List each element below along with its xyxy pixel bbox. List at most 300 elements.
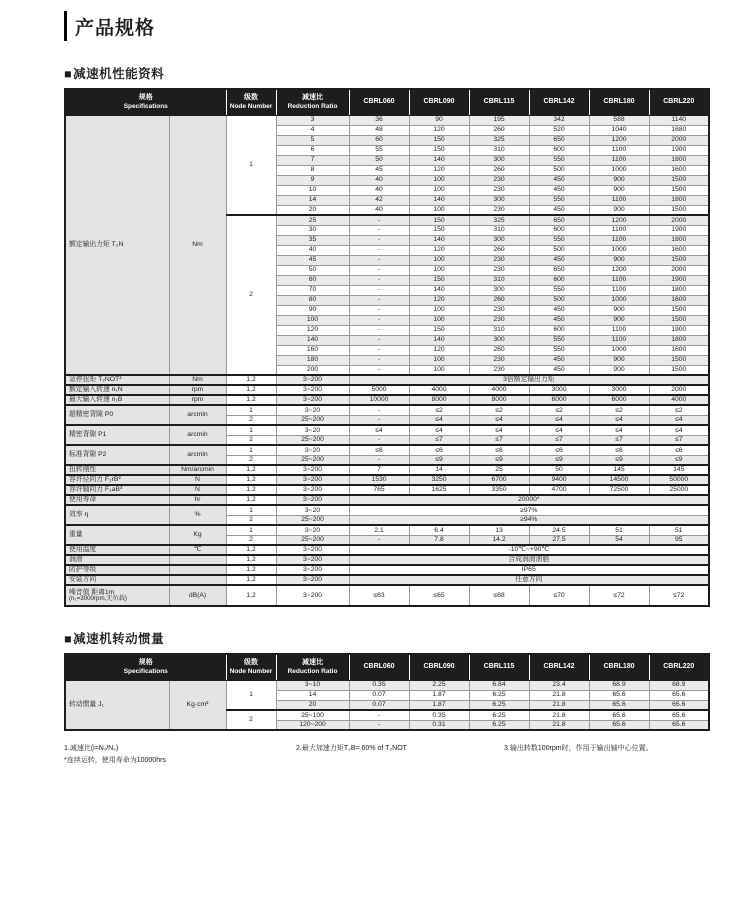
table-row	[65, 465, 709, 475]
table-row	[65, 495, 709, 505]
value-cell: ≤4	[649, 425, 709, 435]
value-cell: 230	[469, 205, 529, 215]
ratio-cell: 7	[276, 155, 349, 165]
header-row	[65, 654, 709, 680]
span-value-cell: 20000*	[349, 495, 709, 505]
value-cell: 60	[349, 135, 409, 145]
performance-table	[64, 88, 710, 607]
ratio-cell: 30	[276, 225, 349, 235]
ratio-cell: 25~200	[276, 455, 349, 465]
value-cell: 1000	[589, 295, 649, 305]
node-cell: 2	[226, 415, 276, 425]
node-cell: 1	[226, 680, 276, 710]
value-cell: 7.8	[409, 535, 469, 545]
spec-header	[65, 654, 226, 680]
value-cell: 1500	[649, 315, 709, 325]
value-cell: 260	[469, 125, 529, 135]
ratio-cell: 6	[276, 145, 349, 155]
value-cell: 1.87	[409, 690, 469, 700]
span-value-cell: IP65	[349, 565, 709, 575]
value-cell: 900	[589, 365, 649, 375]
unit-cell: Nm	[169, 375, 226, 385]
value-cell: 100	[409, 205, 469, 215]
spec-label-cell: 额定输出力矩 T₂N	[65, 115, 169, 375]
spec-header-zh: 规格	[138, 658, 153, 666]
value-cell: ≤4	[529, 415, 589, 425]
footnote-column-1	[64, 743, 296, 767]
value-cell: ≤2	[649, 405, 709, 415]
node-cell: 1,2	[226, 585, 276, 606]
value-cell: ≤6	[589, 445, 649, 455]
unit-cell: Kg	[169, 525, 226, 545]
value-cell: 900	[589, 175, 649, 185]
value-cell: 2.25	[409, 680, 469, 690]
spec-label-cell: 精密背隙 P1	[65, 425, 169, 445]
value-cell: 300	[469, 235, 529, 245]
value-cell: 9400	[529, 475, 589, 485]
value-cell: 65.6	[649, 700, 709, 710]
value-cell: 550	[529, 235, 589, 245]
inertia-table	[64, 653, 710, 731]
ratio-cell: 60	[276, 275, 349, 285]
value-cell: -	[349, 455, 409, 465]
table-row	[65, 475, 709, 485]
spec-label-cell: 润滑	[65, 555, 169, 565]
value-cell: 21.8	[529, 710, 589, 720]
table-row	[65, 405, 709, 415]
value-cell: -	[349, 215, 409, 225]
value-cell: 300	[469, 335, 529, 345]
ratio-cell: 70	[276, 285, 349, 295]
node-header-zh: 级数	[244, 93, 259, 101]
model-header-CBRL115: CBRL115	[469, 89, 529, 115]
value-cell: 325	[469, 135, 529, 145]
value-cell: ≤68	[469, 585, 529, 606]
value-cell: 1500	[649, 355, 709, 365]
value-cell: 650	[529, 265, 589, 275]
ratio-cell: 120	[276, 325, 349, 335]
table-row	[65, 445, 709, 455]
section-inertia-title: 减速机转动惯量	[73, 632, 165, 646]
value-cell: ≤4	[589, 425, 649, 435]
value-cell: 0.35	[349, 680, 409, 690]
value-cell: 65.6	[589, 700, 649, 710]
value-cell: 230	[469, 265, 529, 275]
ratio-cell: 25~200	[276, 515, 349, 525]
value-cell: 450	[529, 185, 589, 195]
value-cell: 1900	[649, 325, 709, 335]
value-cell: ≤9	[589, 455, 649, 465]
ratio-cell: 14	[276, 690, 349, 700]
value-cell: 100	[409, 365, 469, 375]
value-cell: 900	[589, 185, 649, 195]
value-cell: 1500	[649, 305, 709, 315]
span-value-cell: 3倍额定输出力矩	[349, 375, 709, 385]
value-cell: -	[349, 335, 409, 345]
unit-cell: dB(A)	[169, 585, 226, 606]
ratio-cell: 100	[276, 315, 349, 325]
spec-label-cell: 安装方向	[65, 575, 169, 585]
unit-cell: Nm/arcmin	[169, 465, 226, 475]
unit-cell: Nm	[169, 115, 226, 375]
value-cell: ≤6	[409, 445, 469, 455]
ratio-cell: 40	[276, 245, 349, 255]
ratio-cell: 120~200	[276, 720, 349, 730]
node-cell: 1	[226, 405, 276, 415]
value-cell: ≤70	[529, 585, 589, 606]
value-cell: ≤4	[409, 415, 469, 425]
value-cell: 4000	[409, 385, 469, 395]
value-cell: ≤9	[649, 455, 709, 465]
value-cell: 100	[409, 355, 469, 365]
ratio-cell: 25~200	[276, 415, 349, 425]
unit-cell	[169, 565, 226, 575]
value-cell: ≤4	[529, 425, 589, 435]
value-cell: 50	[349, 155, 409, 165]
ratio-cell: 3~200	[276, 375, 349, 385]
model-header-CBRL180: CBRL180	[589, 654, 649, 680]
value-cell: -	[349, 225, 409, 235]
spec-label-cell: 标准背隙 P2	[65, 445, 169, 465]
ratio-cell: 25~100	[276, 710, 349, 720]
value-cell: 7	[349, 465, 409, 475]
value-cell: -	[349, 295, 409, 305]
ratio-cell: 20	[276, 205, 349, 215]
node-cell: 1	[226, 425, 276, 435]
spec-label-line2: (n₁=3000rpm,无负载)	[69, 594, 127, 602]
ratio-cell: 10	[276, 185, 349, 195]
value-cell: 6.25	[469, 720, 529, 730]
value-cell: -	[349, 405, 409, 415]
value-cell: 100	[409, 185, 469, 195]
footnotes	[64, 743, 712, 767]
value-cell: 40	[349, 205, 409, 215]
value-cell: 36	[349, 115, 409, 125]
value-cell: 120	[409, 125, 469, 135]
model-header-CBRL090: CBRL090	[409, 654, 469, 680]
value-cell: 140	[409, 155, 469, 165]
unit-cell: hr	[169, 495, 226, 505]
table-row	[65, 385, 709, 395]
ratio-cell: 35	[276, 235, 349, 245]
ratio-header-zh: 减速比	[302, 93, 324, 101]
ratio-cell: 20	[276, 700, 349, 710]
value-cell: 4000	[649, 395, 709, 405]
table-row	[65, 565, 709, 575]
value-cell: 550	[529, 345, 589, 355]
table-row	[65, 485, 709, 495]
value-cell: 195	[469, 115, 529, 125]
value-cell: 1800	[649, 285, 709, 295]
value-cell: -	[349, 305, 409, 315]
node-cell: 1	[226, 115, 276, 215]
value-cell: 520	[529, 125, 589, 135]
value-cell: 65.6	[589, 710, 649, 720]
value-cell: -	[349, 255, 409, 265]
value-cell: 6000	[529, 395, 589, 405]
spec-label-cell: 额定输入转速 n₁N	[65, 385, 169, 395]
value-cell: 1000	[589, 345, 649, 355]
node-cell: 1,2	[226, 395, 276, 405]
table-row	[65, 425, 709, 435]
value-cell: ≤72	[589, 585, 649, 606]
table-row	[65, 575, 709, 585]
value-cell: 42	[349, 195, 409, 205]
value-cell: 600	[529, 325, 589, 335]
model-header-CBRL180: CBRL180	[589, 89, 649, 115]
value-cell: 1100	[589, 235, 649, 245]
node-cell: 1,2	[226, 565, 276, 575]
value-cell: 765	[349, 485, 409, 495]
value-cell: 100	[409, 255, 469, 265]
value-cell: 1900	[649, 145, 709, 155]
value-cell: 90	[409, 115, 469, 125]
value-cell: 1530	[349, 475, 409, 485]
ratio-cell: 140	[276, 335, 349, 345]
spec-label-cell: 使用温度	[65, 545, 169, 555]
value-cell: 6.84	[469, 680, 529, 690]
value-cell: 1000	[589, 165, 649, 175]
header-row	[65, 89, 709, 115]
value-cell: 230	[469, 175, 529, 185]
value-cell: 1200	[589, 215, 649, 225]
value-cell: 145	[589, 465, 649, 475]
span-value-cell: ≥94%	[349, 515, 709, 525]
value-cell: 150	[409, 225, 469, 235]
ratio-header	[276, 89, 349, 115]
table-row	[65, 555, 709, 565]
value-cell: 0.35	[409, 710, 469, 720]
value-cell: 3000	[589, 385, 649, 395]
value-cell: 300	[469, 155, 529, 165]
value-cell: 550	[529, 155, 589, 165]
value-cell: 14	[409, 465, 469, 475]
value-cell: ≤6	[349, 445, 409, 455]
section-marker-icon: ■	[64, 632, 73, 646]
value-cell: 65.6	[649, 710, 709, 720]
ratio-cell: 25~200	[276, 435, 349, 445]
value-cell: 55	[349, 145, 409, 155]
value-cell: 230	[469, 185, 529, 195]
value-cell: 50000	[649, 475, 709, 485]
value-cell: 120	[409, 165, 469, 175]
value-cell: ≤7	[409, 435, 469, 445]
span-value-cell: 任意方向	[349, 575, 709, 585]
value-cell: 21.8	[529, 720, 589, 730]
value-cell: 140	[409, 285, 469, 295]
value-cell: ≤6	[529, 445, 589, 455]
value-cell: ≤4	[469, 415, 529, 425]
spec-label-cell: 防护等级	[65, 565, 169, 575]
value-cell: ≤6	[469, 445, 529, 455]
value-cell: 150	[409, 135, 469, 145]
value-cell: 1800	[649, 235, 709, 245]
value-cell: 3350	[469, 485, 529, 495]
value-cell: -	[349, 275, 409, 285]
value-cell: 21.8	[529, 690, 589, 700]
value-cell: 1600	[649, 165, 709, 175]
model-header-CBRL220: CBRL220	[649, 89, 709, 115]
node-cell: 1,2	[226, 385, 276, 395]
value-cell: 4000	[469, 385, 529, 395]
value-cell: ≤9	[409, 455, 469, 465]
value-cell: 310	[469, 325, 529, 335]
value-cell: 325	[469, 215, 529, 225]
value-cell: 1500	[649, 185, 709, 195]
page-title: 产品规格	[75, 17, 156, 39]
performance-table-head	[65, 89, 709, 115]
value-cell: ≤4	[469, 425, 529, 435]
value-cell: 260	[469, 245, 529, 255]
value-cell: 550	[529, 335, 589, 345]
footnote-3: 3.输出转数100rpm时，作用于输出轴中心位置。	[504, 745, 653, 752]
ratio-header-zh: 减速比	[302, 658, 324, 666]
value-cell: 8000	[409, 395, 469, 405]
value-cell: ≤6	[649, 445, 709, 455]
value-cell: 5000	[349, 385, 409, 395]
value-cell: 650	[529, 135, 589, 145]
spec-label-cell: 使用寿命	[65, 495, 169, 505]
value-cell: 0.31	[409, 720, 469, 730]
value-cell: -	[349, 245, 409, 255]
ratio-cell: 80	[276, 295, 349, 305]
node-cell: 1	[226, 525, 276, 535]
value-cell: 54	[589, 535, 649, 545]
value-cell: 25000	[649, 485, 709, 495]
title-accent-bar	[64, 11, 67, 41]
page-content	[64, 0, 712, 767]
spec-label-cell: 急停扭矩 T₂NOT²	[65, 375, 169, 385]
value-cell: 450	[529, 315, 589, 325]
value-cell: 900	[589, 355, 649, 365]
value-cell: 588	[589, 115, 649, 125]
value-cell: 1900	[649, 225, 709, 235]
ratio-cell: 3~200	[276, 565, 349, 575]
value-cell: -	[349, 535, 409, 545]
value-cell: ≤7	[589, 435, 649, 445]
model-header-CBRL060: CBRL060	[349, 654, 409, 680]
value-cell: ≤72	[649, 585, 709, 606]
value-cell: ≤2	[469, 405, 529, 415]
ratio-header	[276, 654, 349, 680]
value-cell: ≤63	[349, 585, 409, 606]
value-cell: 1.87	[409, 700, 469, 710]
ratio-cell: 200	[276, 365, 349, 375]
value-cell: ≤9	[469, 455, 529, 465]
section-performance-heading	[64, 64, 712, 82]
value-cell: 1500	[649, 365, 709, 375]
value-cell: 140	[409, 195, 469, 205]
value-cell: 650	[529, 215, 589, 225]
node-cell: 2	[226, 535, 276, 545]
node-cell: 1,2	[226, 375, 276, 385]
unit-cell: rpm	[169, 395, 226, 405]
spec-label-cell: 容许轴向力 F₂aB³	[65, 485, 169, 495]
value-cell: 450	[529, 175, 589, 185]
value-cell: 27.5	[529, 535, 589, 545]
value-cell: 25	[469, 465, 529, 475]
value-cell: 260	[469, 295, 529, 305]
value-cell: -	[349, 355, 409, 365]
value-cell: 230	[469, 355, 529, 365]
value-cell: 120	[409, 295, 469, 305]
ratio-cell: 25	[276, 215, 349, 225]
ratio-cell: 3~200	[276, 465, 349, 475]
value-cell: 120	[409, 245, 469, 255]
value-cell: 900	[589, 305, 649, 315]
value-cell: 2000	[649, 215, 709, 225]
node-cell: 1,2	[226, 475, 276, 485]
model-header-CBRL142: CBRL142	[529, 89, 589, 115]
footnote-2: 2.最大加速力矩T₂B= 60% of T₂NOT	[296, 745, 407, 752]
unit-cell	[169, 575, 226, 585]
value-cell: 3250	[409, 475, 469, 485]
unit-cell	[169, 555, 226, 565]
footnote-1: 1.减速比(i=N₁/N₂)	[64, 745, 119, 752]
table-row	[65, 115, 709, 125]
value-cell: ≤7	[649, 435, 709, 445]
value-cell: 40	[349, 175, 409, 185]
ratio-cell: 4	[276, 125, 349, 135]
value-cell: 51	[649, 525, 709, 535]
model-header-CBRL090: CBRL090	[409, 89, 469, 115]
node-cell: 2	[226, 710, 276, 730]
value-cell: 24.5	[529, 525, 589, 535]
value-cell: -	[349, 265, 409, 275]
unit-cell: ℃	[169, 545, 226, 555]
value-cell: 51	[589, 525, 649, 535]
value-cell: 2000	[649, 385, 709, 395]
value-cell: -	[349, 285, 409, 295]
node-cell: 2	[226, 455, 276, 465]
value-cell: 900	[589, 205, 649, 215]
value-cell: 3000	[529, 385, 589, 395]
table-row	[65, 680, 709, 690]
value-cell: -	[349, 435, 409, 445]
spec-header-zh: 规格	[138, 93, 153, 101]
ratio-cell: 3~20	[276, 505, 349, 515]
value-cell: ≤2	[529, 405, 589, 415]
value-cell: 260	[469, 165, 529, 175]
spec-label-cell: 转动惯量 J₁	[65, 680, 169, 730]
value-cell: 1200	[589, 135, 649, 145]
value-cell: -	[349, 235, 409, 245]
unit-cell: N	[169, 485, 226, 495]
value-cell: 0.07	[349, 700, 409, 710]
ratio-cell: 3~20	[276, 405, 349, 415]
ratio-cell: 50	[276, 265, 349, 275]
ratio-cell: 8	[276, 165, 349, 175]
value-cell: 40	[349, 185, 409, 195]
value-cell: 65.6	[649, 720, 709, 730]
value-cell: 4700	[529, 485, 589, 495]
value-cell: 1100	[589, 285, 649, 295]
value-cell: -	[349, 720, 409, 730]
unit-cell: arcmin	[169, 425, 226, 445]
value-cell: ≤4	[589, 415, 649, 425]
value-cell: 1900	[649, 275, 709, 285]
ratio-cell: 9	[276, 175, 349, 185]
table-row	[65, 545, 709, 555]
value-cell: 450	[529, 355, 589, 365]
node-cell: 1,2	[226, 575, 276, 585]
section-marker-icon: ■	[64, 67, 73, 81]
spec-label-cell: 扭转刚性	[65, 465, 169, 475]
value-cell: 50	[529, 465, 589, 475]
unit-cell: arcmin	[169, 445, 226, 465]
value-cell: 600	[529, 275, 589, 285]
value-cell: ≤7	[529, 435, 589, 445]
